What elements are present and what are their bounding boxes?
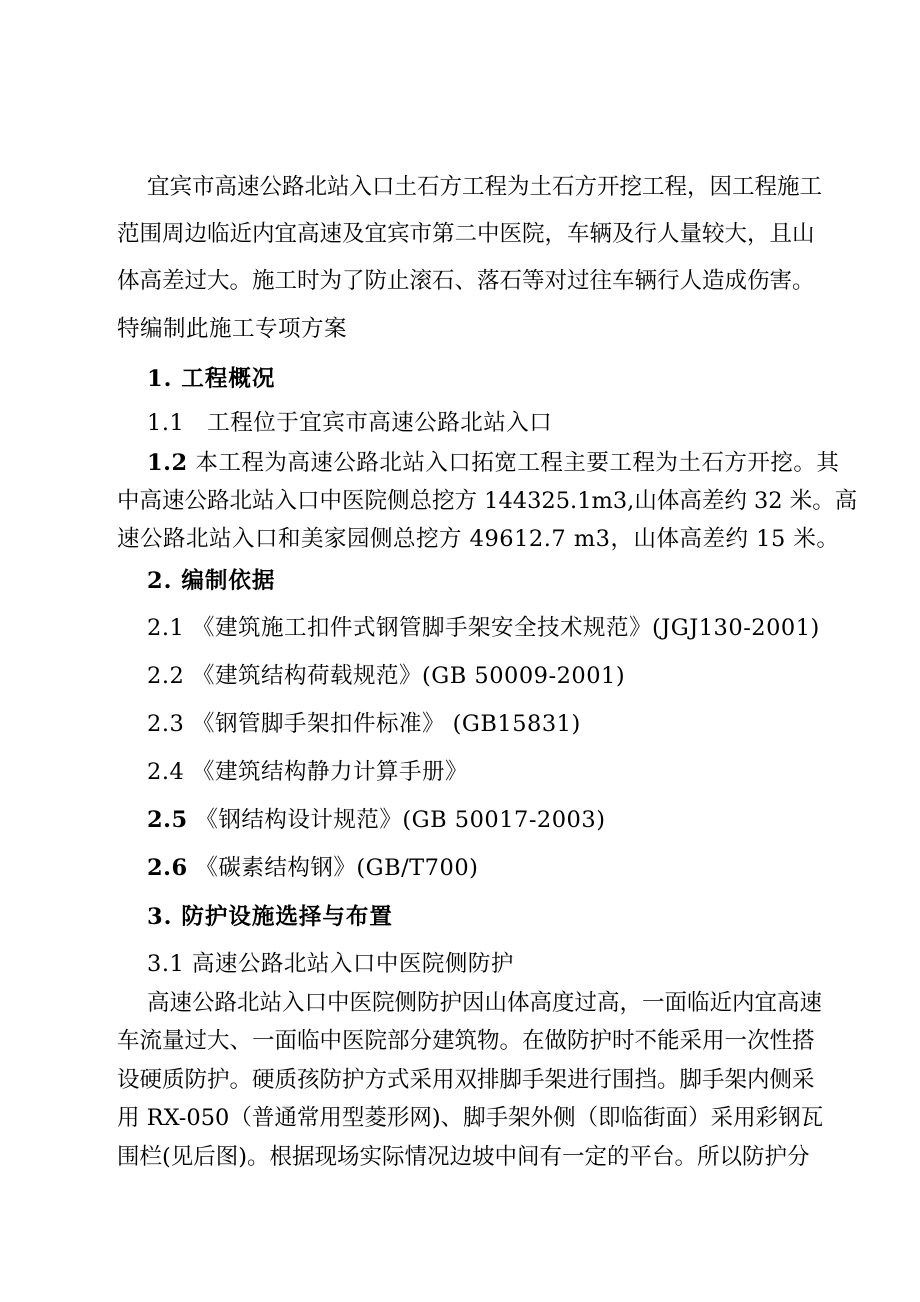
item-1-2-line-2: 中高速公路北站入口中医院侧总挖方 144325.1m3,山体高差约 32 米。高 [117, 488, 858, 514]
item-1-1-number: 1.1 [147, 410, 185, 436]
ref-number: 2.2 [147, 663, 185, 689]
ref-item-2-3 [147, 709, 581, 739]
ref-item-2-4 [147, 757, 468, 787]
ref-item-2-1 [147, 613, 820, 643]
section-2-heading: 2. 编制依据 [147, 568, 276, 594]
subsection-3-1-heading: 3.1 高速公路北站入口中医院侧防护 [147, 951, 514, 977]
section-3-para-line-2: 车流量过大、一面临中医院部分建筑物。在做防护时不能采用一次性搭 [117, 1028, 815, 1054]
section-1-heading: 1. 工程概况 [147, 366, 276, 392]
section-3-para-line-4: 用 RX-050（普通常用型菱形网)、脚手架外侧（即临街面）采用彩钢瓦 [117, 1105, 824, 1131]
item-1-1-text: 工程位于宜宾市高速公路北站入口 [207, 410, 553, 436]
intro-line-3: 体高差过大。施工时为了防止滚石、落石等对过往车辆行人造成伤害。 [117, 268, 815, 294]
intro-line-1: 宜宾市高速公路北站入口土石方工程为土石方开挖工程，因工程施工 [147, 174, 823, 200]
ref-text: 《建筑结构静力计算手册》 [191, 759, 468, 785]
ref-item-2-2 [147, 661, 625, 691]
intro-line-2: 范围周边临近内宜高速及宜宾市第二中医院，车辆及行人量较大，且山 [117, 221, 815, 247]
ref-text: 《建筑施工扣件式钢管脚手架安全技术规范》(JGJ130-2001) [191, 615, 820, 641]
item-1-2-line-3: 速公路北站入口和美家园侧总挖方 49612.7 m3，山体高差约 15 米。 [117, 526, 840, 552]
ref-item-2-6 [147, 853, 478, 883]
ref-number: 2.3 [147, 711, 185, 737]
item-1-2-line-1 [147, 448, 839, 478]
intro-line-4: 特编制此施工专项方案 [117, 316, 348, 342]
item-1-2-text: 本工程为高速公路北站入口拓宽工程主要工程为土石方开挖。其 [195, 450, 840, 476]
ref-number: 2.1 [147, 615, 185, 641]
ref-text: 《钢管脚手架扣件标准》 (GB15831) [191, 711, 581, 737]
ref-number: 2.5 [147, 807, 188, 833]
ref-text: 《建筑结构荷载规范》(GB 50009-2001) [191, 663, 626, 689]
ref-item-2-5 [147, 805, 605, 835]
ref-number: 2.6 [147, 855, 188, 881]
section-3-para-line-3: 设硬质防护。硬质孩防护方式采用双排脚手架进行围挡。脚手架内侧采 [117, 1067, 815, 1093]
ref-text: 《钢结构设计规范》(GB 50017-2003) [195, 807, 606, 833]
section-3-para-line-5: 围栏(见后图)。根据现场实际情况边坡中间有一定的平台。所以防护分 [117, 1144, 810, 1170]
ref-number: 2.4 [147, 759, 185, 785]
section-3-heading: 3. 防护设施选择与布置 [147, 904, 393, 930]
item-1-1 [147, 408, 552, 438]
section-3-para-line-1: 高速公路北站入口中医院侧防护因山体高度过高，一面临近内宜高速 [147, 990, 823, 1016]
item-1-2-number: 1.2 [147, 450, 188, 476]
ref-text: 《碳素结构钢》(GB/T700) [195, 855, 479, 881]
